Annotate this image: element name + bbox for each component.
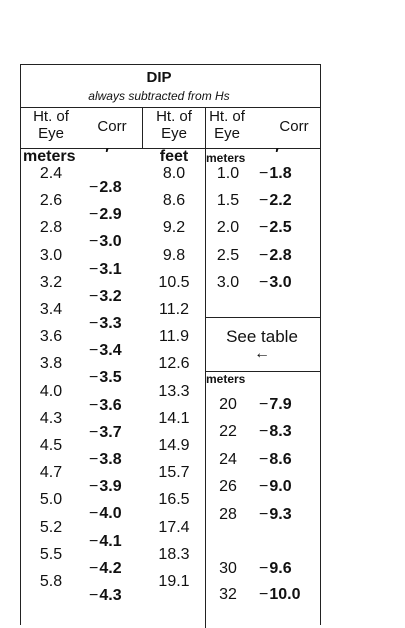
correction-value: 3.2	[99, 287, 122, 305]
minus-sign: −	[89, 342, 99, 360]
minus-sign: −	[259, 165, 269, 182]
correction-value: 7.9	[269, 396, 292, 413]
correction-value: 3.0	[99, 233, 122, 251]
height-meters-cell: 3.0	[39, 246, 63, 264]
height-feet-cell: 19.1	[158, 573, 190, 590]
height-feet-cell: 12.6	[158, 355, 190, 373]
height-feet-cell: 14.9	[158, 437, 190, 454]
table-subtitle: always subtracted from Hs	[88, 89, 230, 103]
height-meters-cell: 2.8	[39, 219, 63, 237]
column-divider-middle	[205, 108, 206, 628]
height-meters-cell: 3.0	[216, 273, 240, 291]
correction-value: 10.0	[269, 586, 301, 603]
minus-sign: −	[89, 559, 99, 577]
correction-cell	[89, 288, 122, 306]
correction-value: 2.9	[99, 206, 122, 224]
correction-cell	[259, 274, 292, 292]
correction-cell	[89, 533, 122, 551]
correction-value: 3.0	[269, 273, 292, 291]
minus-sign: −	[259, 560, 269, 577]
unit-feet: feet	[159, 148, 189, 165]
height-meters-cell: 2.0	[216, 219, 240, 237]
minus-sign: −	[89, 179, 99, 196]
correction-cell	[89, 233, 122, 251]
correction-value: 3.9	[99, 478, 122, 496]
correction-value: 2.2	[269, 192, 292, 210]
correction-cell	[89, 478, 122, 496]
table-title: DIP	[146, 69, 172, 86]
correction-cell	[259, 506, 292, 524]
correction-value: 3.1	[99, 260, 122, 278]
minus-sign: −	[259, 219, 269, 237]
correction-value: 4.2	[99, 559, 122, 577]
dip-table	[20, 64, 321, 625]
minus-sign: −	[89, 532, 99, 550]
height-meters-cell: 4.3	[39, 409, 63, 427]
correction-cell	[259, 192, 292, 210]
header-corr-right: Corr	[279, 118, 309, 135]
height-meters-cell: 30	[219, 560, 237, 577]
minus-sign: −	[89, 587, 99, 604]
minus-sign: −	[259, 273, 269, 291]
correction-cell	[259, 586, 300, 604]
minus-sign: −	[89, 260, 99, 278]
correction-value: 9.3	[269, 506, 292, 523]
height-meters-cell: 1.5	[216, 192, 240, 210]
unit-minutes-right: ′	[275, 146, 279, 163]
minus-sign: −	[259, 192, 269, 210]
height-meters-cell: 4.0	[39, 382, 63, 400]
correction-value: 3.6	[99, 396, 122, 414]
see-table-label: See table	[226, 327, 298, 346]
height-meters-cell: 4.5	[39, 437, 63, 454]
correction-value: 2.8	[269, 246, 292, 264]
minus-sign: −	[89, 423, 99, 441]
minus-sign: −	[89, 206, 99, 224]
height-meters-cell: 28	[219, 506, 237, 523]
correction-cell	[89, 315, 122, 333]
height-meters-cell: 3.6	[39, 328, 63, 346]
minus-sign: −	[89, 451, 99, 468]
minus-sign: −	[259, 423, 269, 440]
height-feet-cell: 9.2	[162, 219, 186, 237]
height-feet-cell: 15.7	[158, 464, 190, 482]
correction-value: 8.3	[269, 423, 292, 440]
unit-meters-lower: meters	[206, 372, 246, 386]
minus-sign: −	[89, 233, 99, 251]
correction-value: 3.8	[99, 451, 122, 468]
minus-sign: −	[89, 396, 99, 414]
correction-cell	[89, 261, 122, 279]
height-feet-cell: 17.4	[158, 518, 190, 536]
height-meters-cell: 5.2	[39, 518, 63, 536]
minus-sign: −	[259, 478, 269, 495]
column-divider-left	[142, 108, 143, 148]
correction-cell	[89, 424, 122, 442]
minus-sign: −	[259, 451, 269, 468]
correction-value: 4.0	[99, 505, 122, 523]
correction-cell	[259, 165, 292, 183]
correction-cell	[89, 369, 122, 387]
height-meters-cell: 3.4	[39, 301, 63, 318]
minus-sign: −	[259, 586, 269, 603]
height-meters-cell: 3.8	[39, 355, 63, 373]
correction-value: 3.3	[99, 315, 122, 332]
correction-cell	[89, 451, 122, 469]
minus-sign: −	[89, 315, 99, 332]
height-meters-cell: 4.7	[39, 464, 63, 482]
header-corr-left: Corr	[97, 118, 127, 135]
minus-sign: −	[89, 505, 99, 523]
correction-value: 4.1	[99, 532, 122, 550]
correction-cell	[89, 505, 122, 523]
correction-cell	[89, 206, 122, 224]
minus-sign: −	[259, 246, 269, 264]
height-meters-cell: 5.5	[39, 545, 63, 563]
height-meters-cell: 24	[219, 451, 237, 468]
correction-value: 2.5	[269, 219, 292, 237]
left-arrow-icon: ←	[254, 345, 270, 362]
minus-sign: −	[89, 369, 99, 387]
height-meters-cell: 20	[219, 396, 237, 413]
correction-cell	[89, 179, 122, 197]
correction-value: 2.8	[99, 179, 122, 196]
correction-cell	[259, 478, 292, 496]
correction-cell	[259, 560, 292, 578]
header-ht-eye-meters: Ht. of Eye	[33, 108, 69, 142]
height-feet-cell: 16.5	[158, 491, 190, 509]
header-ht-eye-feet: Ht. of Eye	[156, 108, 192, 142]
unit-minutes-left: ′	[105, 146, 109, 163]
correction-cell	[259, 396, 292, 414]
correction-cell	[89, 587, 122, 605]
minus-sign: −	[259, 396, 269, 413]
correction-cell	[89, 397, 122, 415]
height-meters-cell: 2.4	[39, 165, 63, 182]
correction-value: 9.0	[269, 478, 292, 495]
height-meters-cell: 5.0	[39, 491, 63, 509]
unit-meters-right: meters	[206, 151, 246, 165]
correction-cell	[259, 451, 292, 469]
height-feet-cell: 18.3	[158, 545, 190, 563]
height-meters-cell: 2.5	[216, 246, 240, 264]
correction-value: 3.7	[99, 423, 122, 441]
height-meters-cell: 32	[219, 586, 237, 603]
correction-cell	[259, 423, 292, 441]
height-feet-cell: 8.0	[162, 165, 186, 182]
see-table-top-divider	[205, 317, 320, 318]
correction-value: 8.6	[269, 451, 292, 468]
height-meters-cell: 2.6	[39, 192, 63, 210]
correction-cell	[89, 342, 122, 360]
height-meters-cell: 22	[219, 423, 237, 440]
height-feet-cell: 13.3	[158, 382, 190, 400]
correction-value: 9.6	[269, 560, 292, 577]
minus-sign: −	[89, 287, 99, 305]
height-feet-cell: 11.2	[159, 301, 189, 318]
height-feet-cell: 11.9	[159, 328, 189, 346]
minus-sign: −	[259, 506, 269, 523]
minus-sign: −	[89, 478, 99, 496]
correction-cell	[259, 219, 292, 237]
correction-value: 1.8	[269, 165, 292, 182]
height-meters-cell: 3.2	[39, 273, 63, 291]
height-meters-cell: 1.0	[216, 165, 240, 182]
correction-value: 4.3	[99, 587, 122, 604]
height-feet-cell: 9.8	[162, 246, 186, 264]
correction-cell	[89, 560, 122, 578]
height-meters-cell: 5.8	[39, 573, 63, 590]
height-meters-cell: 26	[219, 478, 237, 495]
height-feet-cell: 10.5	[158, 273, 190, 291]
height-feet-cell: 8.6	[162, 192, 186, 210]
header-ht-eye-right: Ht. of Eye	[209, 108, 245, 142]
correction-cell	[259, 247, 292, 265]
height-feet-cell: 14.1	[158, 409, 190, 427]
correction-value: 3.4	[99, 342, 122, 360]
correction-value: 3.5	[99, 369, 122, 387]
unit-meters: meters	[23, 148, 76, 165]
